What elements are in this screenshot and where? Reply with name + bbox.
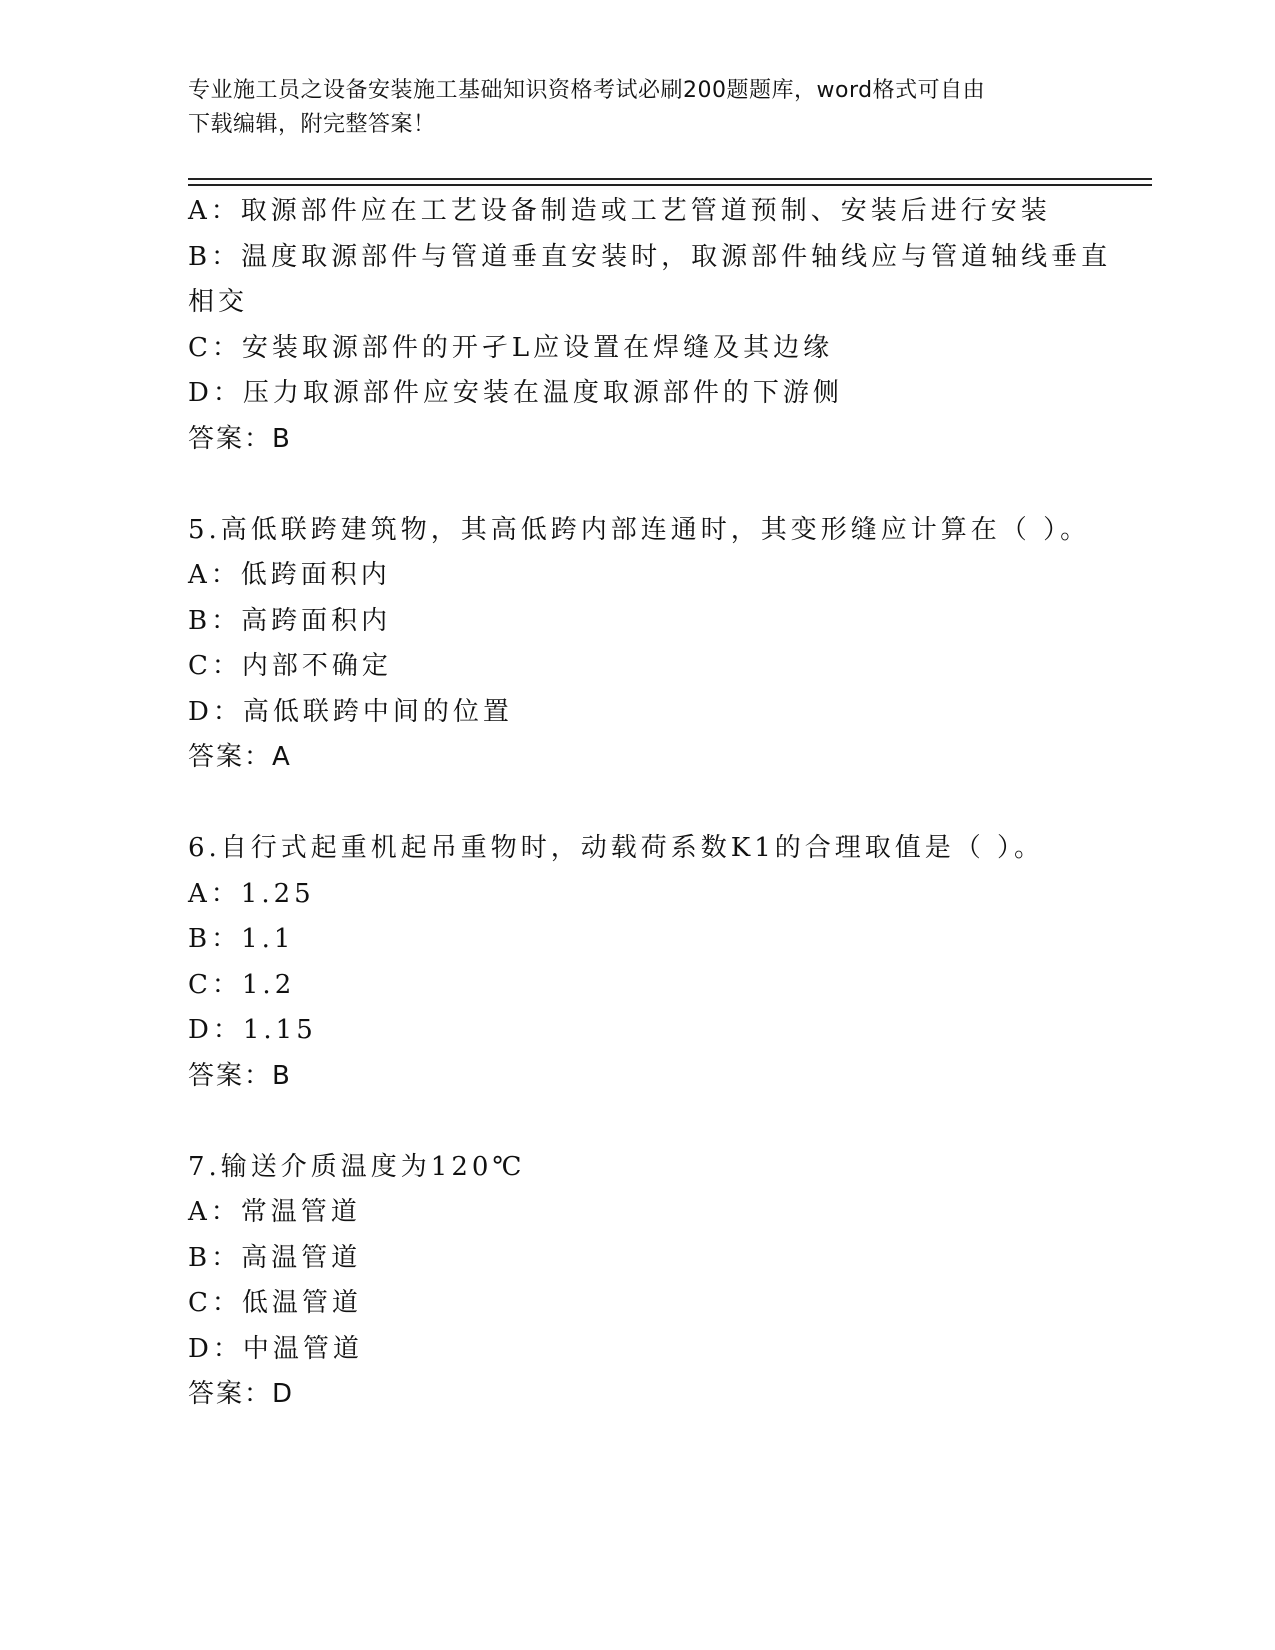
header-divider-top — [188, 178, 1152, 180]
spacer — [188, 781, 1088, 827]
question-text: 6.自行式起重机起吊重物时，动载荷系数K1的合理取值是（ ）。 — [188, 833, 1045, 863]
answer-label: 答案：D — [188, 1379, 295, 1409]
option-b: B：1.1 — [188, 924, 295, 954]
option-b: B：高跨面积内 — [188, 605, 392, 636]
question-block-5 — [188, 508, 1091, 781]
spacer — [188, 462, 1088, 508]
option-b: B：高温管道 — [188, 1242, 362, 1273]
question-block-6 — [188, 826, 1088, 1099]
answer-label: 答案：A — [188, 742, 292, 772]
question-block-7 — [188, 1145, 1088, 1418]
header-divider-bottom — [188, 184, 1152, 186]
option-a: A：1.25 — [188, 878, 315, 909]
option-d: D：中温管道 — [188, 1333, 363, 1364]
document-header — [188, 74, 1068, 142]
option-c: C：内部不确定 — [188, 651, 392, 681]
question-list — [188, 189, 1112, 1418]
answer-label: 答案：B — [188, 423, 292, 454]
question-text: 7.输送介质温度为120℃ — [188, 1151, 526, 1182]
option-a: A：低跨面积内 — [188, 560, 391, 590]
option-c: C：1.2 — [188, 969, 296, 1000]
option-a: A：取源部件应在工艺设备制造或工艺管道预制、安装后进行安装 — [188, 196, 1051, 226]
option-d: D：1.15 — [188, 1015, 317, 1045]
header-line-1: 专业施工员之设备安装施工基础知识资格考试必刷200题题库，word格式可自由 — [188, 78, 986, 103]
option-c: C：低温管道 — [188, 1288, 362, 1318]
option-a: A：常温管道 — [188, 1197, 361, 1227]
option-c: C：安装取源部件的开孑L应设置在焊缝及其边缘 — [188, 332, 834, 363]
option-b-continued: 相交 — [188, 287, 249, 317]
header-line-2: 下载编辑，附完整答案！ — [188, 112, 436, 137]
question-block-previous — [188, 189, 1112, 462]
option-d: D：高低联跨中间的位置 — [188, 696, 513, 727]
option-d: D：压力取源部件应安装在温度取源部件的下游侧 — [188, 378, 843, 408]
answer-label: 答案：B — [188, 1060, 292, 1091]
option-b: B：温度取源部件与管道垂直安装时，取源部件轴线应与管道轴线垂直 — [188, 241, 1112, 272]
question-text: 5.高低联跨建筑物，其高低跨内部连通时，其变形缝应计算在（ ）。 — [188, 514, 1091, 545]
spacer — [188, 1099, 1088, 1145]
